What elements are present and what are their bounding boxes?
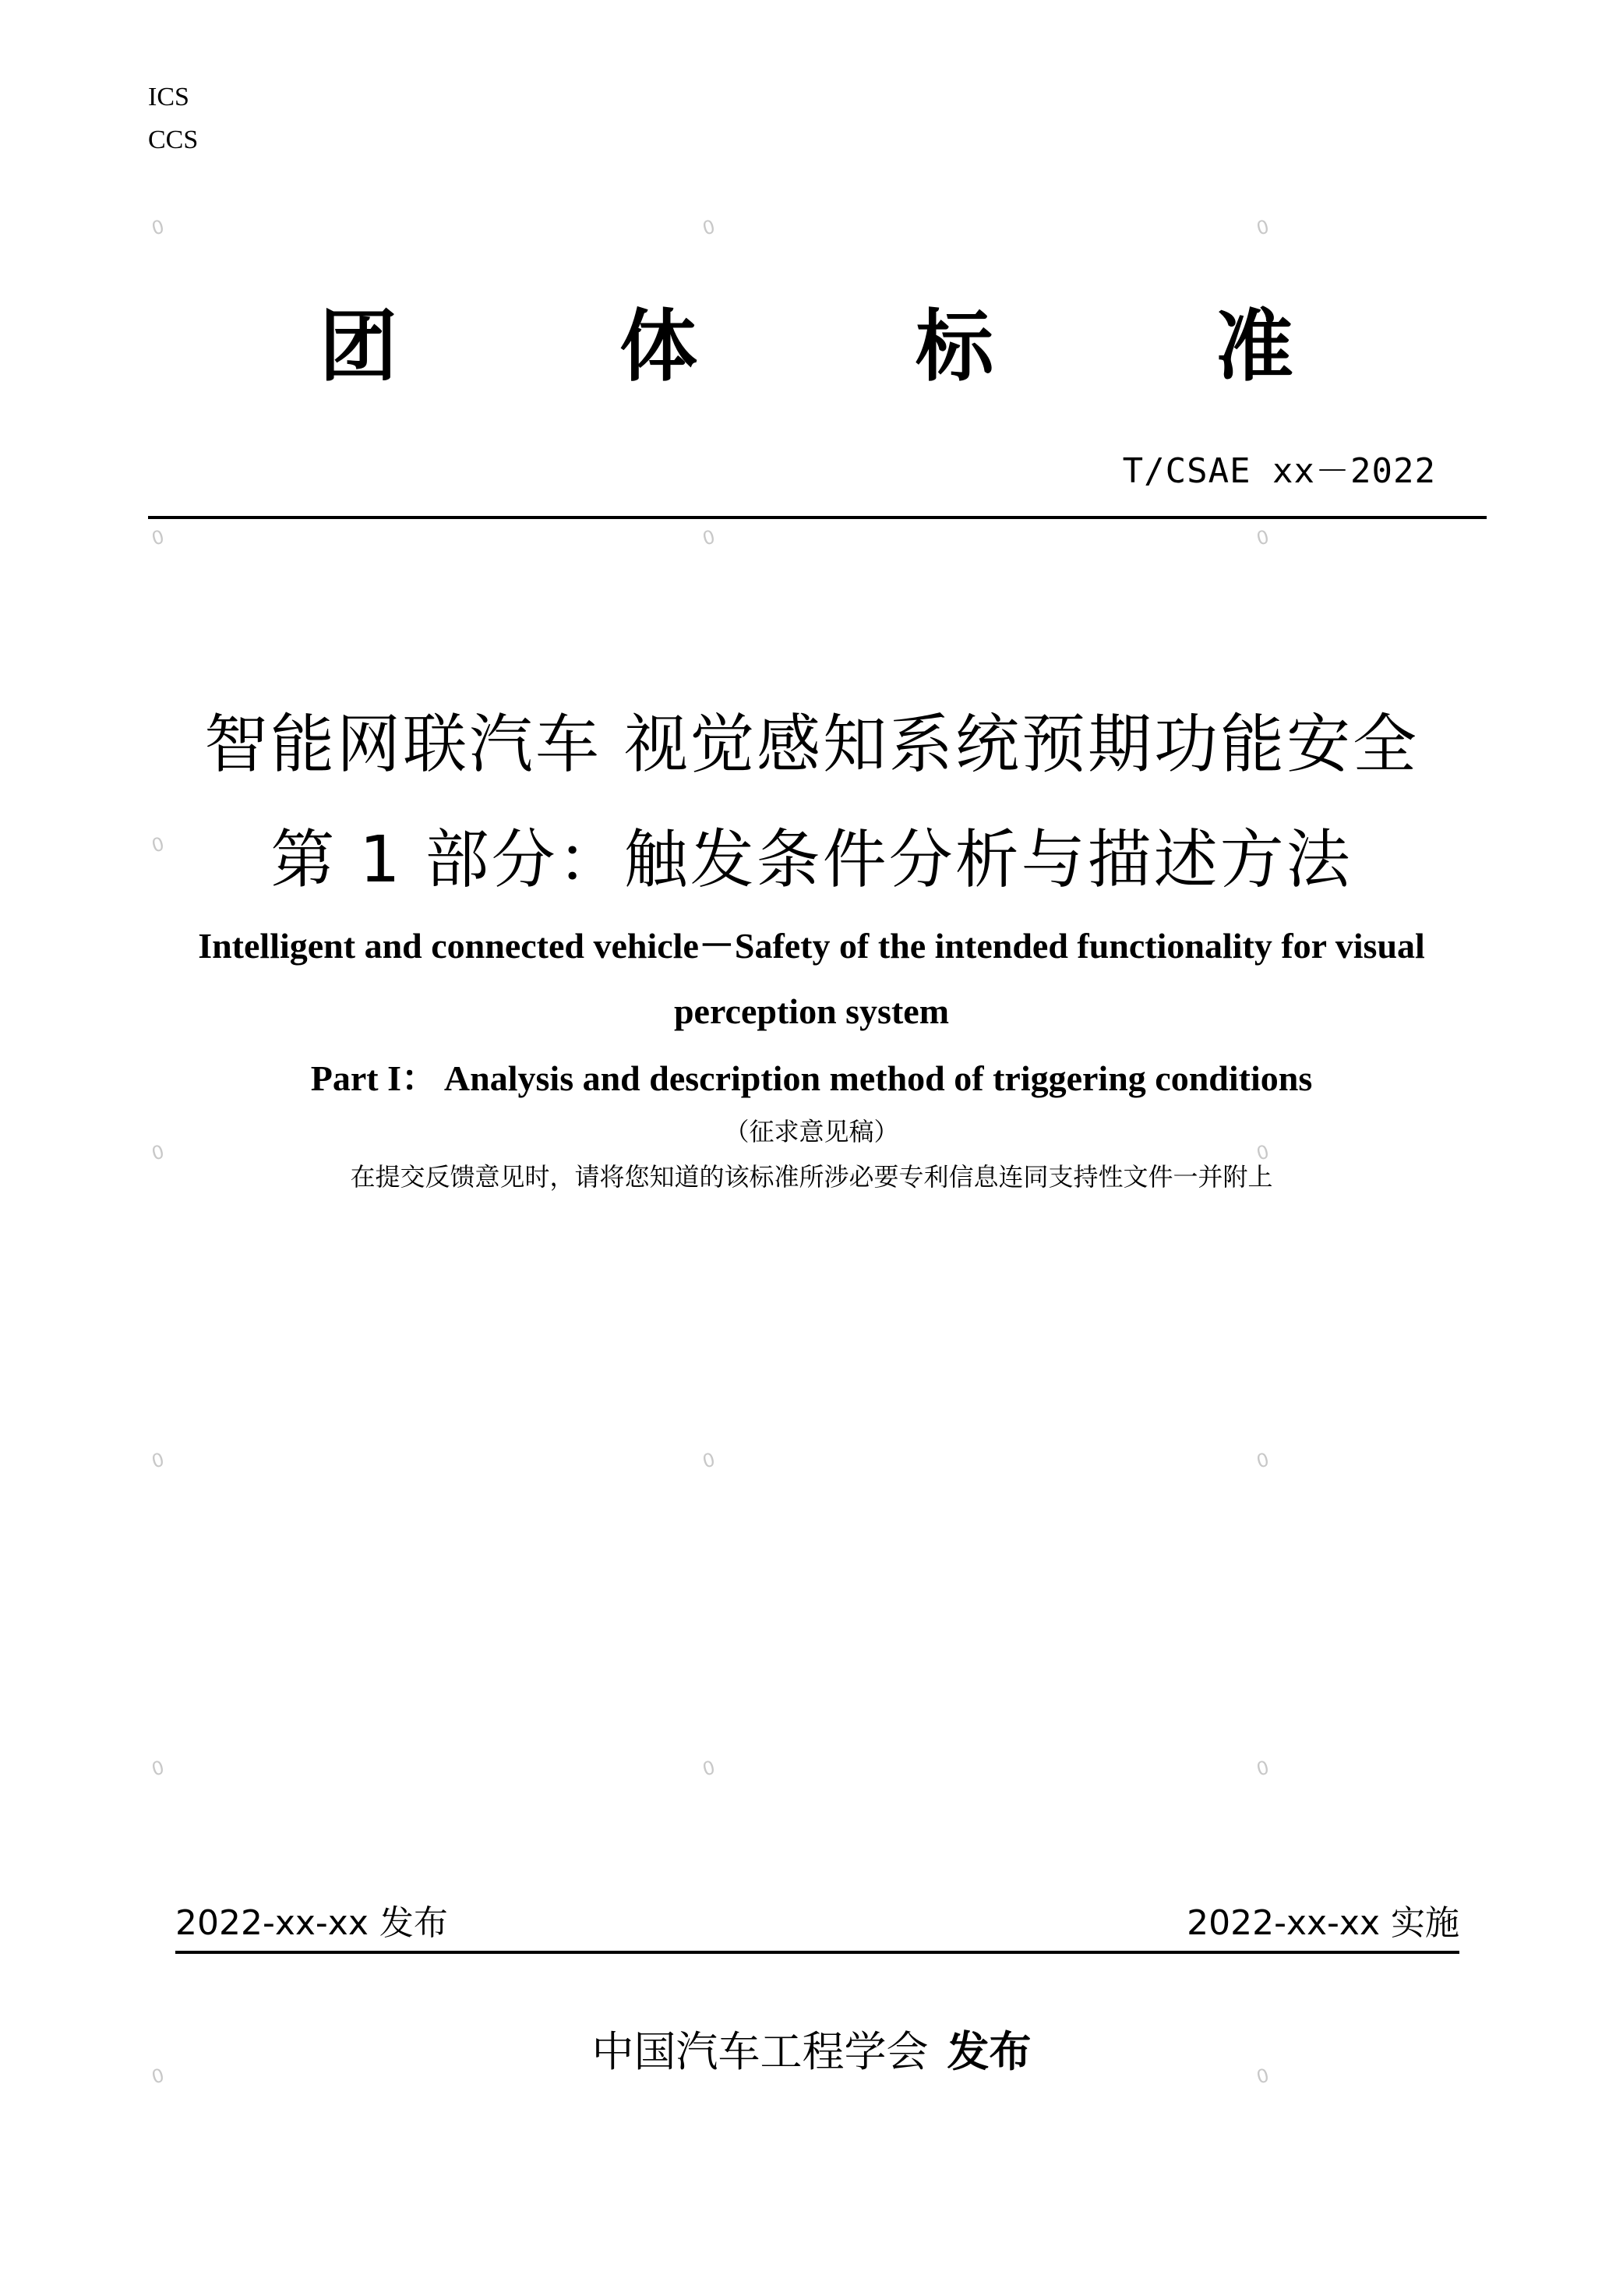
watermark-mark: 0 [149, 1140, 167, 1165]
watermark-mark: 0 [1254, 1448, 1272, 1473]
standard-type-char: 标 [916, 301, 993, 392]
publisher-name: 中国汽车工程学会 [591, 2027, 929, 2076]
title-cn-line1: 智能网联汽车 视觉感知系统预期功能安全 [203, 708, 1420, 782]
watermark-mark: 0 [700, 1756, 718, 1781]
publisher-action: 发布 [947, 2027, 1032, 2076]
publish-date: 2022-xx-xx 发布 [175, 1903, 448, 1943]
watermark-mark: 0 [1254, 1140, 1272, 1165]
watermark-mark: 0 [149, 1756, 167, 1781]
ccs-code: CCS [148, 125, 199, 154]
feedback-note: 在提交反馈意见时，请将您知道的该标准所涉必要专利信息连同支持性文件一并附上 [350, 1162, 1273, 1192]
draft-label: （征求意见稿） [724, 1117, 899, 1146]
title-cn-line2: 第 1 部分：触发条件分析与描述方法 [270, 823, 1353, 897]
header-rule [148, 516, 1487, 519]
watermark-mark: 0 [1254, 2064, 1272, 2089]
watermark-mark: 0 [1254, 215, 1272, 240]
publisher-line [0, 2025, 1623, 2079]
implement-date: 2022-xx-xx 实施 [1187, 1903, 1459, 1943]
watermark-mark: 0 [149, 215, 167, 240]
watermark-mark: 0 [149, 2064, 167, 2089]
watermark-mark: 0 [1254, 525, 1272, 550]
title-en-line2: perception system [673, 991, 950, 1031]
watermark-mark: 0 [1254, 1756, 1272, 1781]
watermark-mark: 0 [700, 1448, 718, 1473]
watermark-mark: 0 [149, 525, 167, 550]
watermark-mark: 0 [700, 525, 718, 550]
title-en-line1: Intelligent and connected vehicle－Safety of the intended functionality for visual [198, 926, 1425, 966]
standard-type-char: 准 [1215, 301, 1293, 392]
standard-type-char: 团 [319, 301, 397, 392]
standard-type-char: 体 [619, 301, 697, 392]
footer-rule [175, 1951, 1459, 1954]
watermark-mark: 0 [700, 215, 718, 240]
watermark-mark: 0 [149, 1448, 167, 1473]
ics-code: ICS [148, 83, 189, 111]
watermark-mark: 0 [149, 832, 167, 857]
standard-number: T/CSAE xx－2022 [1122, 451, 1436, 491]
title-en-line3: Part I： Analysis and description method of triggering conditions [310, 1058, 1313, 1098]
